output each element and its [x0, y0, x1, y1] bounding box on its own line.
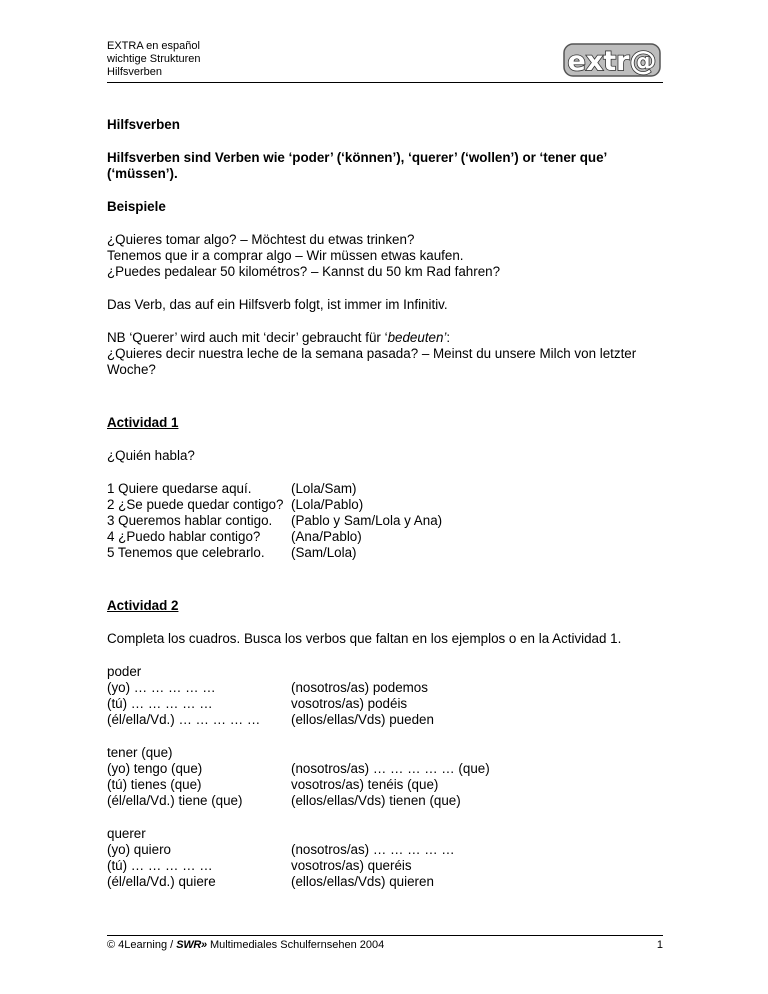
verb-form: (nosotros/as) … … … … … (que) [291, 761, 490, 776]
nb-example: ¿Quieres decir nuestra leche de la semana pasada? – Meinst du unsere Milch von letzter Woche? [107, 346, 637, 377]
extra-logo [562, 38, 662, 80]
activity-sentence: 1 Quiere quedarse aquí. [107, 481, 252, 496]
header-line: Hilfsverben [107, 66, 163, 78]
example-line: Tenemos que ir a comprar algo – Wir müssen etwas kaufen. [107, 248, 464, 263]
document-body [107, 117, 663, 890]
nb-prefix: NB ‘Querer’ wird auch mit ‘decir’ gebraucht für ‘ [107, 330, 388, 345]
nb-italic: bedeuten’ [387, 330, 447, 345]
actividad1-question: ¿Quién habla? [107, 448, 195, 463]
verb-form: (tú) … … … … … [107, 696, 213, 711]
sentences-column [107, 481, 291, 561]
nb-suffix: : [446, 330, 451, 345]
verb-form: vosotros/as) queréis [291, 858, 412, 873]
header-info [107, 40, 201, 79]
header-line: wichtige Strukturen [107, 53, 201, 65]
example-line: ¿Puedes pedalear 50 kilométros? – Kannst du 50 km Rad fahren? [107, 264, 501, 279]
verb-form: (tú) tienes (que) [107, 777, 202, 792]
logo-text: extr@ [567, 46, 657, 77]
verb-form: (ellos/ellas/Vds) quieren [291, 874, 434, 889]
verb-form: (él/ella/Vd.) tiene (que) [107, 793, 243, 808]
verb-form: (él/ella/Vd.) … … … … … [107, 712, 261, 727]
nb-note [107, 330, 663, 346]
options-column [291, 481, 663, 561]
activity-options: (Sam/Lola) [291, 545, 357, 560]
verb-table-querer [107, 826, 663, 890]
activity-sentence: 3 Queremos hablar contigo. [107, 513, 273, 528]
activity-options: (Ana/Pablo) [291, 529, 362, 544]
verb-form: vosotros/as) podéis [291, 696, 408, 711]
actividad1-items [107, 481, 663, 561]
header-line: EXTRA en español [107, 40, 200, 52]
verb-form: (ellos/ellas/Vds) pueden [291, 712, 434, 727]
actividad2-instruction: Completa los cuadros. Busca los verbos que faltan en los ejemplos o en la Actividad 1. [107, 631, 622, 646]
header-divider [107, 82, 663, 83]
copyright-text: © 4Learning / [107, 939, 174, 951]
actividad2-heading: Actividad 2 [107, 598, 179, 613]
verb-form: (él/ella/Vd.) quiere [107, 874, 216, 889]
footer-copyright [107, 938, 384, 952]
footer-divider [107, 935, 663, 936]
verb-table-poder [107, 664, 663, 728]
swr-logo: SWR» [176, 939, 207, 951]
activity-options: (Lola/Sam) [291, 481, 357, 496]
beispiele-list [107, 232, 663, 280]
activity-sentence: 4 ¿Puedo hablar contigo? [107, 529, 261, 544]
activity-sentence: 2 ¿Se puede quedar contigo? [107, 497, 284, 512]
verb-form: (tú) … … … … … [107, 858, 213, 873]
verb-form: (yo) quiero [107, 842, 172, 857]
verb-form: (nosotros/as) podemos [291, 680, 428, 695]
page-number: 1 [656, 939, 663, 951]
verb-infinitive: poder [107, 664, 142, 679]
footer-rest: Multimediales Schulfernsehen 2004 [209, 939, 385, 951]
verb-form: (nosotros/as) … … … … … [291, 842, 455, 857]
verb-form: (yo) … … … … … [107, 680, 216, 695]
beispiele-heading: Beispiele [107, 199, 166, 214]
example-line: ¿Quieres tomar algo? – Möchtest du etwas trinken? [107, 232, 415, 247]
verb-infinitive: querer [107, 826, 146, 841]
footer [107, 938, 663, 952]
verb-form: (ellos/ellas/Vds) tienen (que) [291, 793, 461, 808]
activity-options: (Lola/Pablo) [291, 497, 364, 512]
actividad1-heading: Actividad 1 [107, 415, 179, 430]
verb-table-tener [107, 745, 663, 809]
intro-text: Hilfsverben sind Verben wie ‘poder’ (‘können’), ‘querer’ (‘wollen’) or ‘tener que’ (‘müssen’). [107, 150, 607, 181]
verb-form: vosotros/as) tenéis (que) [291, 777, 439, 792]
verb-infinitive: tener (que) [107, 745, 173, 760]
page-title: Hilfsverben [107, 117, 180, 132]
activity-options: (Pablo y Sam/Lola y Ana) [291, 513, 443, 528]
infinitiv-note: Das Verb, das auf ein Hilfsverb folgt, ist immer im Infinitiv. [107, 297, 448, 312]
activity-sentence: 5 Tenemos que celebrarlo. [107, 545, 265, 560]
verb-form: (yo) tengo (que) [107, 761, 203, 776]
